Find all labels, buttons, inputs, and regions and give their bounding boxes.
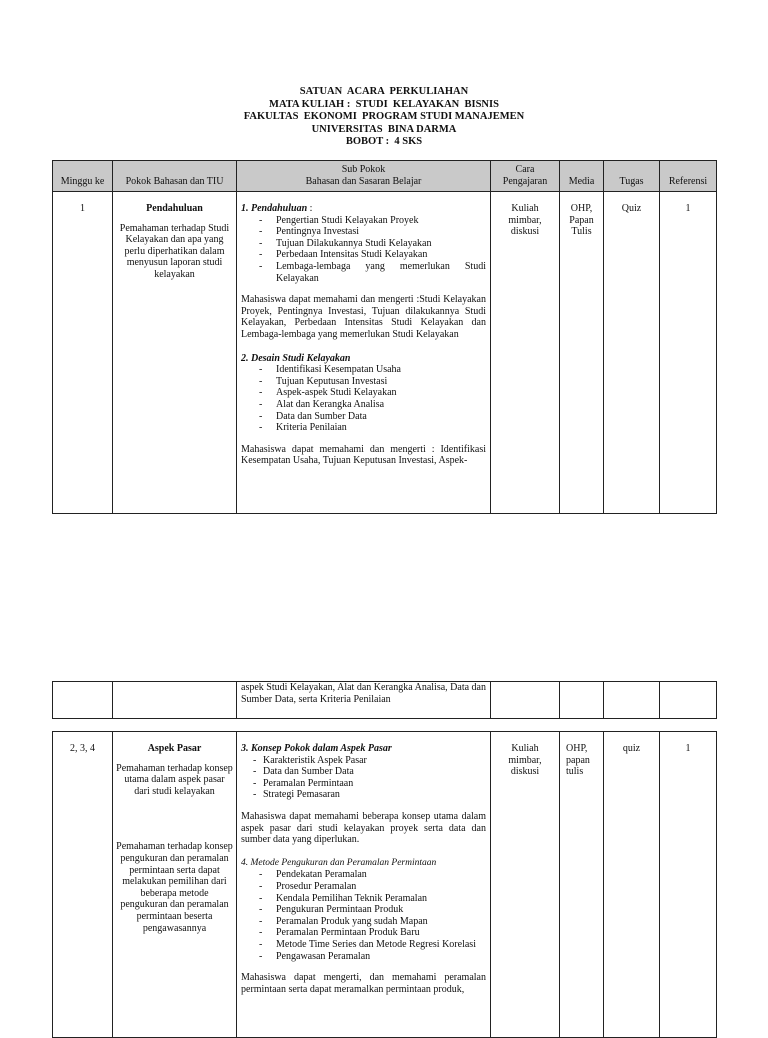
- section-objective: Mahasiswa dapat memahami beberapa konsep utama dalam aspek pasar dari studi kelayakan proyek serta data dan sumber data yang diperlukan.: [241, 810, 486, 846]
- section-title: 3. Konsep Pokok dalam Aspek Pasar: [241, 743, 392, 754]
- cell-tugas: [604, 682, 660, 719]
- syllabus-table-2: [52, 731, 717, 1038]
- list-item: - Karakteristik Aspek Pasar: [253, 755, 486, 767]
- heading-line-1: SATUAN ACARA PERKULIAHAN: [299, 86, 469, 97]
- list-item: - Tujuan Keputusan Investasi: [259, 376, 486, 388]
- topic-title: Aspek Pasar: [147, 743, 202, 754]
- section-items: [241, 215, 486, 285]
- list-item: - Pengawasan Peramalan: [259, 951, 486, 963]
- document-heading: [0, 86, 768, 149]
- section-title: 4. Metode Pengukuran dan Peramalan Permintaan: [241, 857, 437, 868]
- cell-pokok: [113, 732, 237, 1038]
- heading-line-5: BOBOT : 4 SKS: [345, 136, 423, 147]
- cell-media: OHP, Papan Tulis: [560, 192, 604, 514]
- list-item: - Peramalan Permintaan Produk Baru: [259, 927, 486, 939]
- topic-description: Pemahaman terhadap Studi Kelayakan dan apa yang perlu diperhatikan dalam menyusun laporan studi kelayakan: [119, 222, 230, 280]
- cell-pokok: [113, 682, 237, 719]
- list-item: - Alat dan Kerangka Analisa: [259, 399, 486, 411]
- list-item: - Pendekatan Peramalan: [259, 869, 486, 881]
- cell-sub-pokok: [237, 732, 491, 1038]
- section-title: 2. Desain Studi Kelayakan: [241, 352, 351, 364]
- topic-description: Pemahaman terhadap konsep pengukuran dan peramalan permintaan serta dapat melakukan pemilihan dari beberapa metode pengukuran dan peramalan permintaan beserta pengawasannya: [116, 841, 233, 934]
- list-item: - Pengertian Studi Kelayakan Proyek: [259, 215, 486, 227]
- col-header-referensi: Referensi: [660, 161, 717, 192]
- table-row: [53, 192, 717, 514]
- cell-cara: Kuliah mimbar, diskusi: [491, 732, 560, 1038]
- heading-line-4: UNIVERSITAS BINA DARMA: [311, 123, 457, 135]
- col-header-tugas: Tugas: [604, 161, 660, 192]
- heading-line-3: FAKULTAS EKONOMI PROGRAM STUDI MANAJEMEN: [243, 111, 525, 122]
- cell-tugas: Quiz: [604, 192, 660, 514]
- list-item: - Perbedaan Intensitas Studi Kelayakan: [259, 249, 486, 261]
- list-item: - Strategi Pemasaran: [253, 789, 486, 801]
- cell-referensi: 1: [660, 192, 717, 514]
- cell-pokok: [113, 192, 237, 514]
- cell-sub-pokok: [237, 192, 491, 514]
- cell-sub-pokok: aspek Studi Kelayakan, Alat dan Kerangka Analisa, Data dan Sumber Data, serta Kriteria Penilaian: [237, 682, 491, 719]
- section-items: [241, 755, 486, 801]
- table-header-row: [53, 161, 717, 192]
- cell-media: OHP, papan tulis: [560, 732, 604, 1038]
- list-item: - Peramalan Produk yang sudah Mapan: [259, 916, 486, 928]
- list-item: - Kriteria Penilaian: [259, 422, 486, 434]
- list-item: - Kendala Pemilihan Teknik Peramalan: [259, 893, 486, 905]
- list-item: - Pengukuran Permintaan Produk: [259, 904, 486, 916]
- section-items: [241, 869, 486, 962]
- section-objective: Mahasiswa dapat memahami dan mengerti :Studi Kelayakan Proyek, Pentingnya Investasi, Tujuan dilakukannya Studi Kelayakan, Perbedaan Intensitas Studi Kelayakan dan Lembaga-lembaga yang memerlukan Studi Kelayakan: [241, 294, 486, 340]
- topic-title: Pendahuluan: [146, 203, 203, 214]
- list-item: - Peramalan Permintaan: [253, 778, 486, 790]
- topic-description: Pemahaman terhadap konsep utama dalam aspek pasar dari studi kelayakan: [116, 762, 233, 797]
- list-item: - Prosedur Peramalan: [259, 881, 486, 893]
- col-header-pokok: Pokok Bahasan dan TIU: [113, 161, 237, 192]
- col-header-media: Media: [560, 161, 604, 192]
- list-item: - Tujuan Dilakukannya Studi Kelayakan: [259, 238, 486, 250]
- section-items: [241, 364, 486, 434]
- section-title: 1. Pendahuluan: [241, 203, 308, 214]
- cell-cara: Kuliah mimbar, diskusi: [491, 192, 560, 514]
- list-item: - Identifikasi Kesempatan Usaha: [259, 364, 486, 376]
- cell-referensi: [660, 682, 717, 719]
- section-objective: Mahasiswa dapat mengerti, dan memahami peramalan permintaan serta dapat meramalkan permintaan produk,: [241, 972, 486, 995]
- list-item: - Metode Time Series dan Metode Regresi Korelasi: [259, 939, 486, 951]
- syllabus-table-continuation: [52, 681, 717, 719]
- cell-minggu: [53, 682, 113, 719]
- list-item: - Lembaga-lembaga yang memerlukan Studi Kelayakan: [259, 261, 486, 284]
- col-header-cara: Cara Pengajaran: [491, 161, 560, 192]
- cell-media: [560, 682, 604, 719]
- cell-minggu: 1: [53, 192, 113, 514]
- cell-minggu: 2, 3, 4: [53, 732, 113, 1038]
- cell-tugas: quiz: [604, 732, 660, 1038]
- list-item: - Aspek-aspek Studi Kelayakan: [259, 387, 486, 399]
- cell-cara: [491, 682, 560, 719]
- heading-line-2: MATA KULIAH : STUDI KELAYAKAN BISNIS: [269, 98, 499, 110]
- cell-referensi: 1: [660, 732, 717, 1038]
- table-row: [53, 732, 717, 1038]
- list-item: - Pentingnya Investasi: [259, 226, 486, 238]
- section-objective: Mahasiswa dapat memahami dan mengerti : Identifikasi Kesempatan Usaha, Tujuan Keputusan Investasi, Aspek-: [241, 443, 486, 467]
- list-item: - Data dan Sumber Data: [253, 766, 486, 778]
- list-item: - Data dan Sumber Data: [259, 411, 486, 423]
- table-row: [53, 682, 717, 719]
- col-header-sub-pokok: Sub Pokok Bahasan dan Sasaran Belajar: [237, 161, 491, 192]
- syllabus-table-1: [52, 160, 717, 514]
- section-title-colon: :: [307, 203, 313, 214]
- col-header-minggu: Minggu ke: [53, 161, 113, 192]
